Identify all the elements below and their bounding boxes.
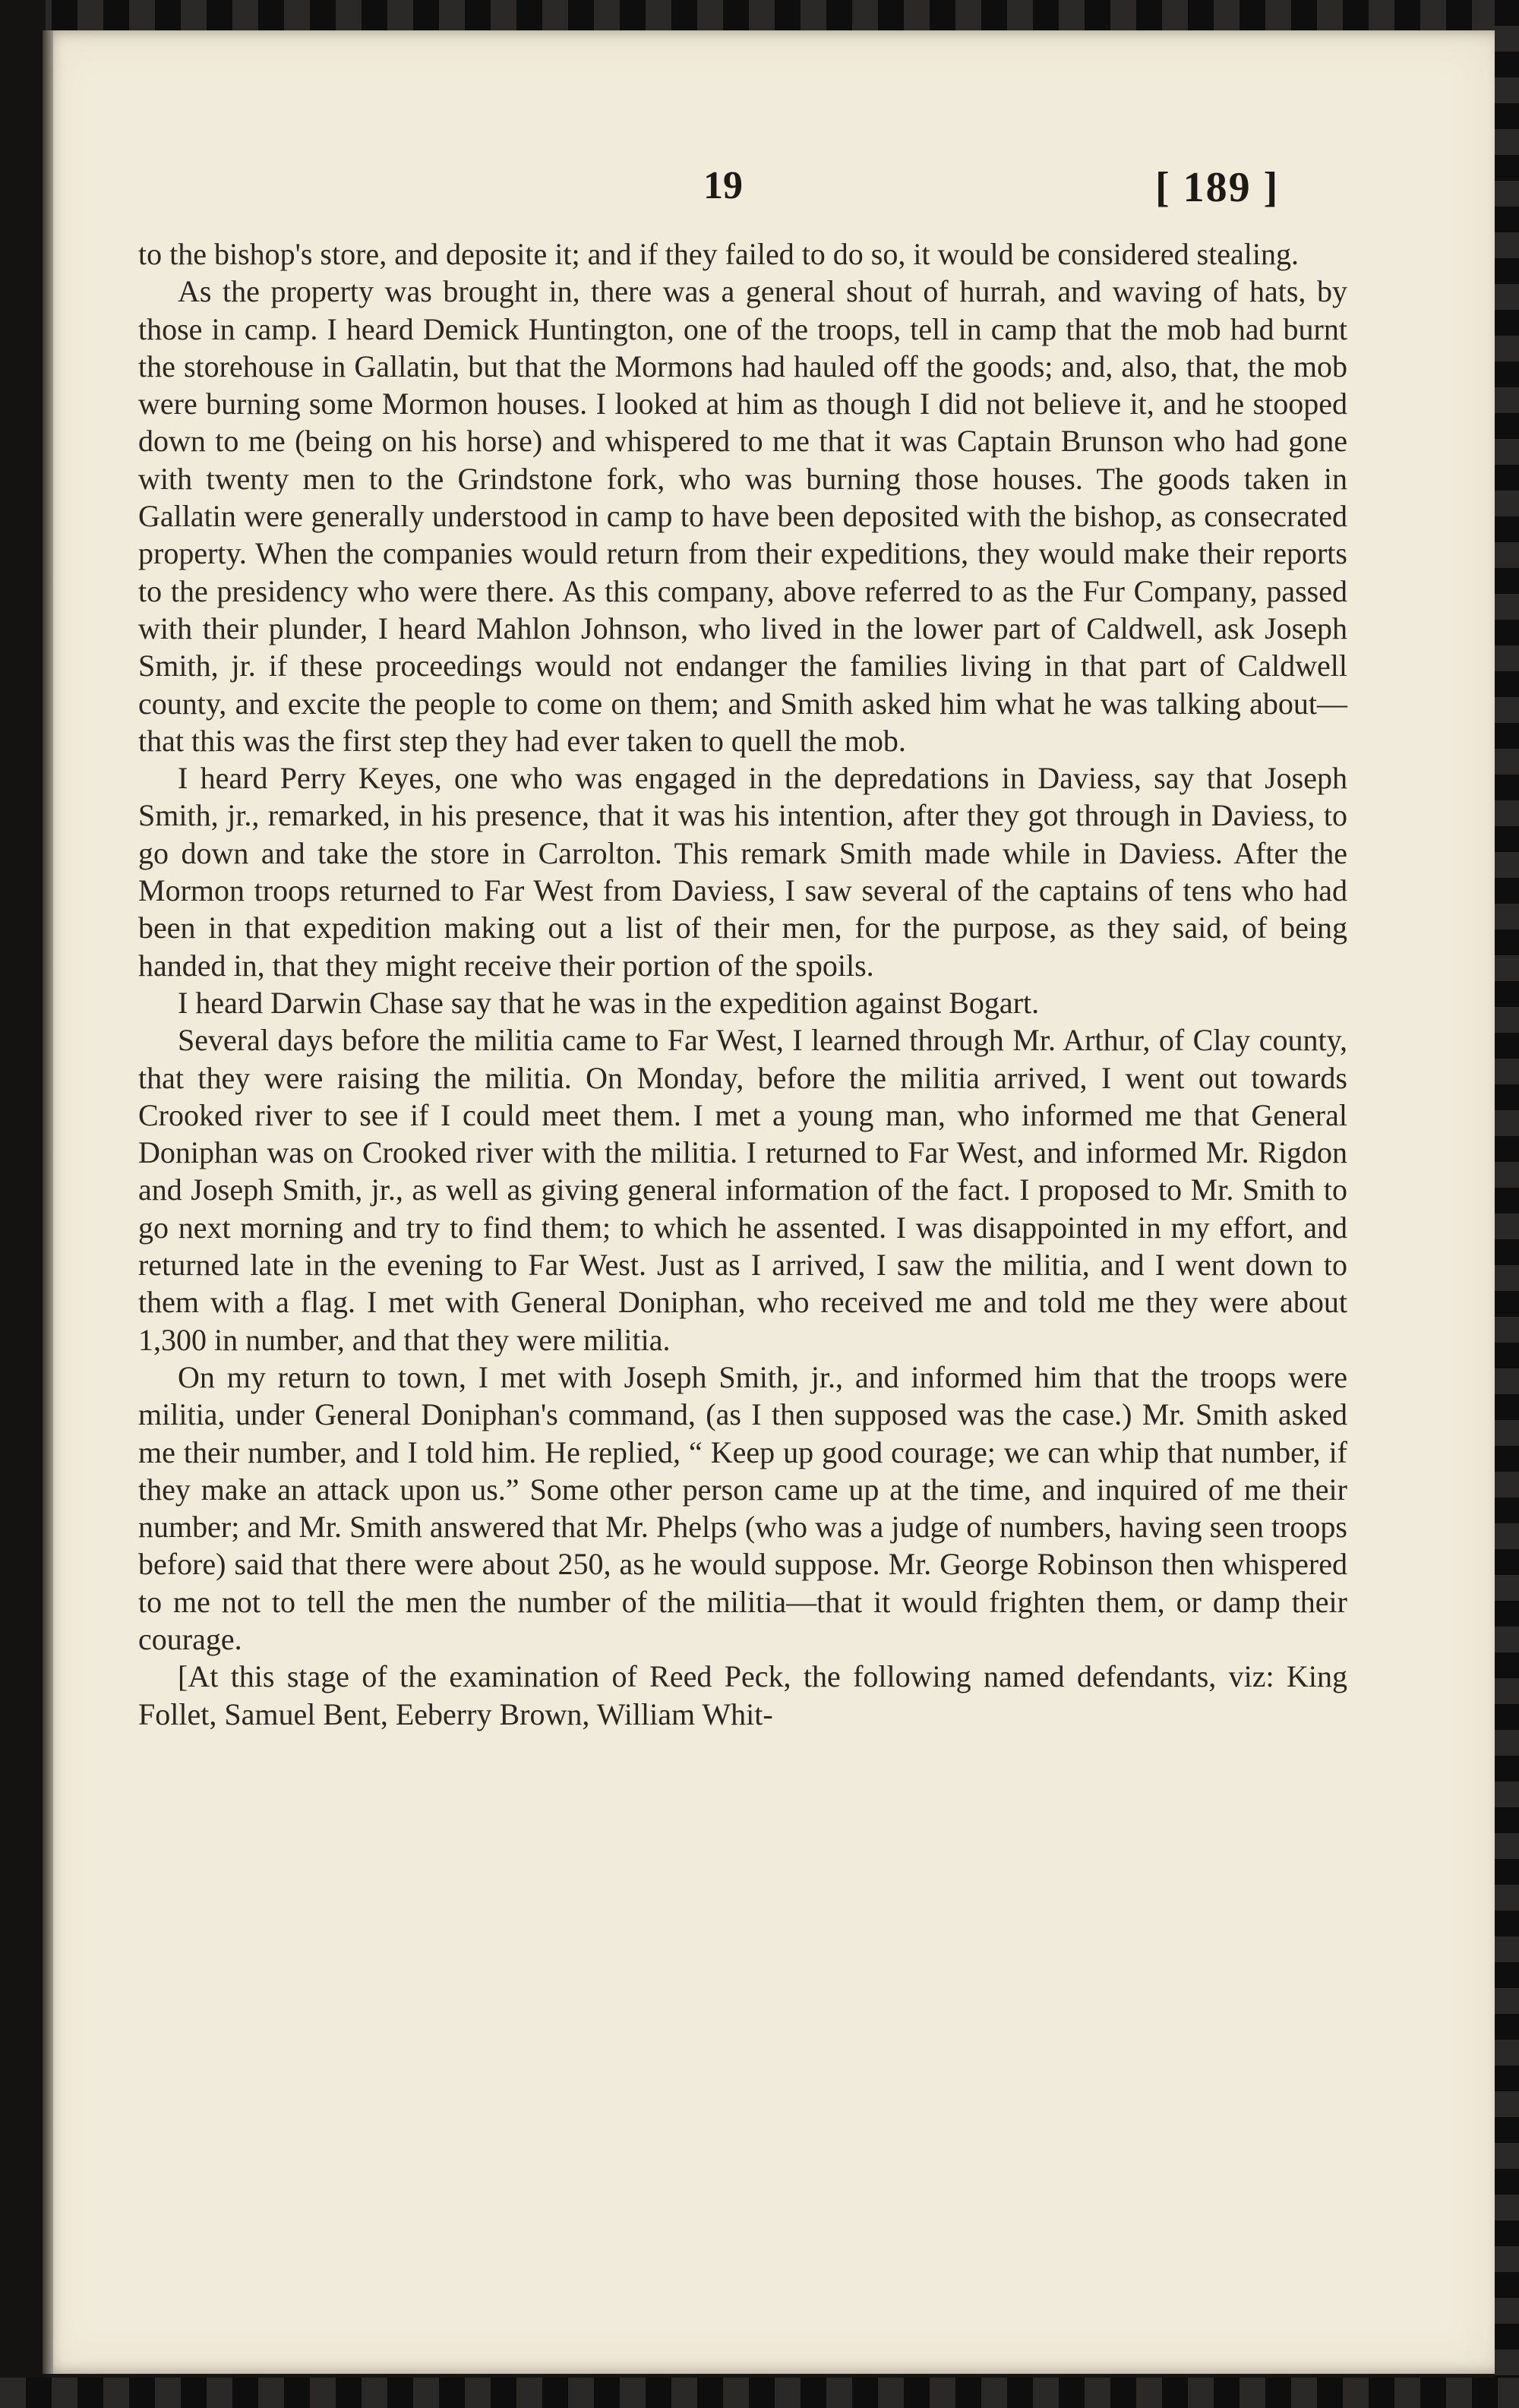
paragraph: to the bishop's store, and deposite it; and if they failed to do so, it would be considered stealing. xyxy=(138,237,1300,271)
page-gutter xyxy=(43,30,53,2374)
document-number: [ 189 ] xyxy=(1155,164,1280,211)
scan-border-left xyxy=(0,0,46,2408)
paragraph: [At this stage of the examination of Reed Peck, the following named defendants, viz: King Follet, Samuel Bent, Eeberry Brown, William Whit- xyxy=(138,1659,1347,1731)
scan-border-right xyxy=(1495,0,1519,2408)
paragraph: I heard Perry Keyes, one who was engaged in the depredations in Daviess, say that Joseph Smith, jr., remarked, in his presence, that it was his intention, after they got through in Daviess, to go down and take the store in Carrolton. This remark Smith made while in Daviess. After the Mormon troops returned to Far West from Daviess, I saw several of the captains of tens who had been in that expedition making out a list of their men, for the purpose, as they said, of being handed in, that they might receive their portion of the spoils. xyxy=(138,761,1347,983)
paragraph: On my return to town, I met with Joseph Smith, jr., and informed him that the troops were militia, under General Doniphan's command, (as I then supposed was the case.) Mr. Smith asked me their number, and I told him. He replied, “ Keep up good courage; we can whip that number, if they make an attack upon us.” Some other person came up at the time, and inquired of me their number; and Mr. Smith answered that Mr. Phelps (who was a judge of numbers, having seen troops before) said that there were about 250, as he would suppose. Mr. George Robinson then whispered to me not to tell the men the number of the militia—that it would frighten them, or damp their courage. xyxy=(138,1359,1347,1656)
paragraph: As the property was brought in, there was a general shout of hurrah, and waving of hats, by those in camp. I heard Demick Huntington, one of the troops, tell in camp that the mob had burnt the storehouse in Gallatin, but that the Mormons had hauled off the goods; and, also, that, the mob were burning some Mormon houses. I looked at him as though I did not believe it, and he stooped down to me (being on his horse) and whispered to me that it was Captain Brunson who had gone with twenty men to the Grindstone fork, who was burning those houses. The goods taken in Gallatin were generally understood in camp to have been deposited with the bishop, as consecrated property. When the companies would return from their expeditions, they would make their reports to the presidency who were there. As this company, above referred to as the Fur Company, passed with their plunder, I heard Mahlon Johnson, who lived in the lower part of Caldwell, ask Joseph Smith, jr. if these proceedings would not endanger the families living in that part of Caldwell county, and excite the people to come on them; and Smith asked him what he was talking about—that this was the first step they had ever taken to quell the mob. xyxy=(138,274,1347,758)
page-number: 19 xyxy=(703,164,743,207)
document-page xyxy=(43,30,1495,2374)
paragraph: I heard Darwin Chase say that he was in the expedition against Bogart. xyxy=(178,985,1040,1020)
scan-border-bottom xyxy=(0,2378,1519,2408)
page-header xyxy=(43,156,1495,216)
scan-border-top xyxy=(0,0,1519,30)
body-text xyxy=(138,235,1347,1733)
paragraph: Several days before the militia came to Far West, I learned through Mr. Arthur, of Clay county, that they were raising the militia. On Monday, before the militia arrived, I went out towards Crooked river to see if I could meet them. I met a young man, who informed me that General Doniphan was on Crooked river with the militia. I returned to Far West, and informed Mr. Rigdon and Joseph Smith, jr., as well as giving general information of the fact. I proposed to Mr. Smith to go next morning and try to find them; to which he assented. I was disappointed in my effort, and returned late in the evening to Far West. Just as I arrived, I saw the militia, and I went down to them with a flag. I met with General Doniphan, who received me and told me they were about 1,300 in number, and that they were militia. xyxy=(138,1023,1347,1357)
